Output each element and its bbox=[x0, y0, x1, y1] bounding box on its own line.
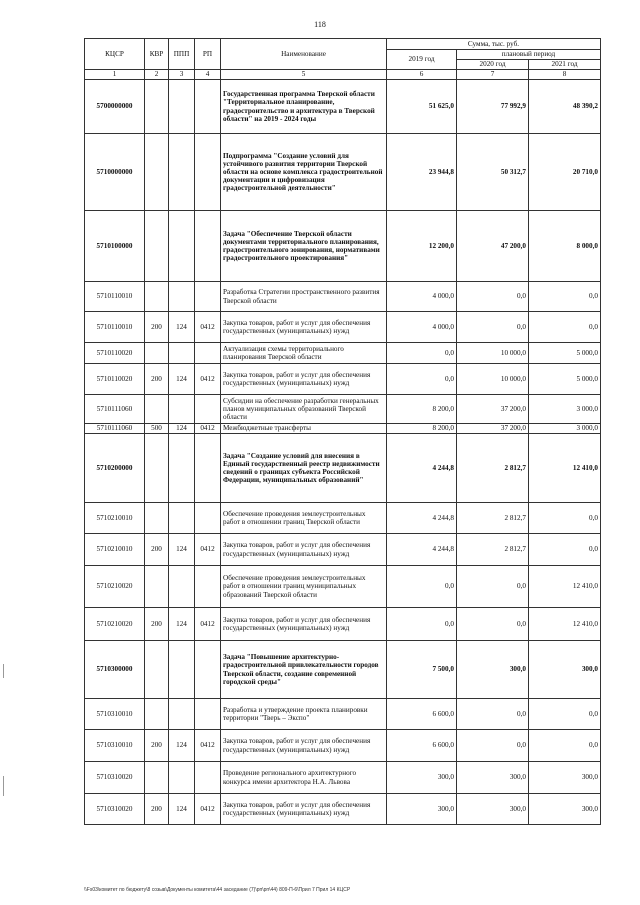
kcsr-cell: 5710111060 bbox=[85, 424, 145, 434]
rp-cell bbox=[195, 503, 221, 534]
kvr-cell: 200 bbox=[145, 730, 169, 762]
amount-2020-cell: 0,0 bbox=[457, 566, 529, 608]
header-planned-period: плановый период bbox=[457, 50, 601, 60]
ppp-cell bbox=[169, 434, 195, 503]
scan-edge-mark bbox=[3, 776, 4, 796]
kcsr-cell: 5710200000 bbox=[85, 434, 145, 503]
ppp-cell bbox=[169, 762, 195, 794]
amount-2021-cell: 0,0 bbox=[529, 282, 601, 312]
rp-cell bbox=[195, 434, 221, 503]
rp-cell: 0412 bbox=[195, 534, 221, 566]
ppp-cell: 124 bbox=[169, 730, 195, 762]
table-row bbox=[85, 641, 601, 699]
kcsr-cell: 5710100000 bbox=[85, 211, 145, 282]
amount-2020-cell: 300,0 bbox=[457, 794, 529, 825]
budget-table bbox=[84, 38, 601, 825]
amount-2021-cell: 12 410,0 bbox=[529, 608, 601, 641]
amount-2021-cell: 0,0 bbox=[529, 699, 601, 730]
name-cell: Государственная программа Тверской области "Территориальное планирование, градостроительство и архитектура в Тверской области" на 2019 - 2024 годы bbox=[221, 80, 387, 134]
table-row bbox=[85, 534, 601, 566]
name-cell: Закупка товаров, работ и услуг для обеспечения государственных (муниципальных) нужд bbox=[221, 534, 387, 566]
name-cell: Закупка товаров, работ и услуг для обеспечения государственных (муниципальных) нужд bbox=[221, 794, 387, 825]
table-body bbox=[85, 80, 601, 825]
rp-cell bbox=[195, 80, 221, 134]
amount-2019-cell: 12 200,0 bbox=[387, 211, 457, 282]
amount-2020-cell: 10 000,0 bbox=[457, 343, 529, 364]
amount-2020-cell: 0,0 bbox=[457, 730, 529, 762]
kvr-cell bbox=[145, 211, 169, 282]
kvr-cell: 200 bbox=[145, 608, 169, 641]
kcsr-cell: 5710310020 bbox=[85, 794, 145, 825]
amount-2019-cell: 300,0 bbox=[387, 762, 457, 794]
amount-2020-cell: 37 200,0 bbox=[457, 395, 529, 424]
name-cell: Разработка Стратегии пространственного развития Тверской области bbox=[221, 282, 387, 312]
kvr-cell bbox=[145, 503, 169, 534]
table-row bbox=[85, 80, 601, 134]
name-cell: Закупка товаров, работ и услуг для обеспечения государственных (муниципальных) нужд bbox=[221, 608, 387, 641]
scan-edge-mark bbox=[3, 664, 4, 678]
rp-cell: 0412 bbox=[195, 364, 221, 395]
ppp-cell: 124 bbox=[169, 534, 195, 566]
amount-2021-cell: 12 410,0 bbox=[529, 566, 601, 608]
amount-2021-cell: 3 000,0 bbox=[529, 424, 601, 434]
amount-2020-cell: 0,0 bbox=[457, 312, 529, 343]
kvr-cell bbox=[145, 395, 169, 424]
amount-2020-cell: 0,0 bbox=[457, 699, 529, 730]
amount-2021-cell: 300,0 bbox=[529, 794, 601, 825]
rp-cell: 0412 bbox=[195, 312, 221, 343]
kcsr-cell: 5700000000 bbox=[85, 80, 145, 134]
kcsr-cell: 5710111060 bbox=[85, 395, 145, 424]
amount-2021-cell: 5 000,0 bbox=[529, 364, 601, 395]
rp-cell: 0412 bbox=[195, 730, 221, 762]
kvr-cell bbox=[145, 434, 169, 503]
column-number: 3 bbox=[169, 70, 195, 80]
amount-2020-cell: 37 200,0 bbox=[457, 424, 529, 434]
table-row bbox=[85, 794, 601, 825]
amount-2021-cell: 8 000,0 bbox=[529, 211, 601, 282]
rp-cell bbox=[195, 566, 221, 608]
amount-2021-cell: 300,0 bbox=[529, 762, 601, 794]
amount-2019-cell: 0,0 bbox=[387, 343, 457, 364]
amount-2019-cell: 6 600,0 bbox=[387, 730, 457, 762]
header-2020: 2020 год bbox=[457, 60, 529, 70]
table-row bbox=[85, 395, 601, 424]
rp-cell bbox=[195, 762, 221, 794]
rp-cell bbox=[195, 343, 221, 364]
kvr-cell: 200 bbox=[145, 312, 169, 343]
amount-2020-cell: 2 812,7 bbox=[457, 503, 529, 534]
ppp-cell bbox=[169, 395, 195, 424]
kcsr-cell: 5710210020 bbox=[85, 608, 145, 641]
table-row bbox=[85, 699, 601, 730]
amount-2021-cell: 5 000,0 bbox=[529, 343, 601, 364]
ppp-cell: 124 bbox=[169, 608, 195, 641]
table-row bbox=[85, 282, 601, 312]
table-row bbox=[85, 730, 601, 762]
table-row bbox=[85, 364, 601, 395]
ppp-cell bbox=[169, 699, 195, 730]
amount-2020-cell: 77 992,9 bbox=[457, 80, 529, 134]
name-cell: Закупка товаров, работ и услуг для обеспечения государственных (муниципальных) нужд bbox=[221, 730, 387, 762]
column-number: 1 bbox=[85, 70, 145, 80]
ppp-cell: 124 bbox=[169, 364, 195, 395]
amount-2021-cell: 0,0 bbox=[529, 312, 601, 343]
amount-2020-cell: 0,0 bbox=[457, 608, 529, 641]
amount-2019-cell: 6 600,0 bbox=[387, 699, 457, 730]
ppp-cell bbox=[169, 641, 195, 699]
table-row bbox=[85, 134, 601, 211]
kvr-cell bbox=[145, 80, 169, 134]
column-number: 6 bbox=[387, 70, 457, 80]
amount-2020-cell: 2 812,7 bbox=[457, 434, 529, 503]
amount-2021-cell: 0,0 bbox=[529, 503, 601, 534]
kvr-cell: 200 bbox=[145, 794, 169, 825]
kvr-cell: 200 bbox=[145, 534, 169, 566]
header-kcsr: КЦСР bbox=[85, 39, 145, 70]
amount-2021-cell: 3 000,0 bbox=[529, 395, 601, 424]
amount-2021-cell: 0,0 bbox=[529, 730, 601, 762]
amount-2019-cell: 0,0 bbox=[387, 566, 457, 608]
name-cell: Закупка товаров, работ и услуг для обеспечения государственных (муниципальных) нужд bbox=[221, 312, 387, 343]
amount-2020-cell: 300,0 bbox=[457, 762, 529, 794]
amount-2020-cell: 50 312,7 bbox=[457, 134, 529, 211]
name-cell: Актуализация схемы территориального планирования Тверской области bbox=[221, 343, 387, 364]
name-cell: Задача "Создание условий для внесения в Единый государственный реестр недвижимости сведений о границах субъекта Российской Федерации, муниципальных образований" bbox=[221, 434, 387, 503]
amount-2020-cell: 47 200,0 bbox=[457, 211, 529, 282]
kcsr-cell: 5710310020 bbox=[85, 762, 145, 794]
amount-2019-cell: 7 500,0 bbox=[387, 641, 457, 699]
name-cell: Обеспечение проведения землеустроительных работ в отношении границ Тверской области bbox=[221, 503, 387, 534]
amount-2020-cell: 0,0 bbox=[457, 282, 529, 312]
table-row bbox=[85, 503, 601, 534]
kcsr-cell: 5710110020 bbox=[85, 343, 145, 364]
amount-2019-cell: 300,0 bbox=[387, 794, 457, 825]
amount-2021-cell: 12 410,0 bbox=[529, 434, 601, 503]
header-ppp: ППП bbox=[169, 39, 195, 70]
amount-2019-cell: 8 200,0 bbox=[387, 395, 457, 424]
ppp-cell: 124 bbox=[169, 424, 195, 434]
amount-2019-cell: 23 944,8 bbox=[387, 134, 457, 211]
amount-2020-cell: 2 812,7 bbox=[457, 534, 529, 566]
amount-2019-cell: 4 244,8 bbox=[387, 503, 457, 534]
table-row bbox=[85, 424, 601, 434]
kcsr-cell: 5710310010 bbox=[85, 699, 145, 730]
header-rp: РП bbox=[195, 39, 221, 70]
table-row bbox=[85, 434, 601, 503]
kcsr-cell: 5710210010 bbox=[85, 534, 145, 566]
table-row bbox=[85, 762, 601, 794]
rp-cell bbox=[195, 641, 221, 699]
kvr-cell: 200 bbox=[145, 364, 169, 395]
rp-cell bbox=[195, 134, 221, 211]
kvr-cell bbox=[145, 134, 169, 211]
kcsr-cell: 5710210020 bbox=[85, 566, 145, 608]
kcsr-cell: 5710110010 bbox=[85, 282, 145, 312]
name-cell: Задача "Обеспечение Тверской области документами территориального планирования, градостроительного зонирования, нормативами градостроительного проектирования" bbox=[221, 211, 387, 282]
amount-2019-cell: 4 000,0 bbox=[387, 282, 457, 312]
name-cell: Разработка и утверждение проекта планировки территории "Тверь – Экспо" bbox=[221, 699, 387, 730]
amount-2021-cell: 300,0 bbox=[529, 641, 601, 699]
table-row bbox=[85, 343, 601, 364]
amount-2019-cell: 0,0 bbox=[387, 608, 457, 641]
column-number: 7 bbox=[457, 70, 529, 80]
column-number: 5 bbox=[221, 70, 387, 80]
name-cell: Обеспечение проведения землеустроительных работ в отношении границ муниципальных образований Тверской области bbox=[221, 566, 387, 608]
amount-2020-cell: 10 000,0 bbox=[457, 364, 529, 395]
amount-2019-cell: 8 200,0 bbox=[387, 424, 457, 434]
kvr-cell bbox=[145, 282, 169, 312]
column-number-row bbox=[85, 70, 601, 80]
kcsr-cell: 5710000000 bbox=[85, 134, 145, 211]
kcsr-cell: 5710300000 bbox=[85, 641, 145, 699]
rp-cell: 0412 bbox=[195, 608, 221, 641]
amount-2019-cell: 0,0 bbox=[387, 364, 457, 395]
amount-2021-cell: 0,0 bbox=[529, 534, 601, 566]
rp-cell bbox=[195, 211, 221, 282]
kvr-cell bbox=[145, 566, 169, 608]
name-cell: Проведение регионального архитектурного конкурса имени архитектора Н.А. Львова bbox=[221, 762, 387, 794]
amount-2019-cell: 4 244,8 bbox=[387, 434, 457, 503]
header-2021: 2021 год bbox=[529, 60, 601, 70]
kvr-cell bbox=[145, 699, 169, 730]
kcsr-cell: 5710110020 bbox=[85, 364, 145, 395]
rp-cell bbox=[195, 282, 221, 312]
page-number: 118 bbox=[314, 20, 326, 29]
column-number: 8 bbox=[529, 70, 601, 80]
name-cell: Подпрограмма "Создание условий для устойчивого развития территории Тверской области на основе комплекса градостроительной документации и цифровизация градостроительной деятельности" bbox=[221, 134, 387, 211]
column-number: 4 bbox=[195, 70, 221, 80]
amount-2019-cell: 4 244,8 bbox=[387, 534, 457, 566]
ppp-cell bbox=[169, 503, 195, 534]
column-number: 2 bbox=[145, 70, 169, 80]
amount-2019-cell: 51 625,0 bbox=[387, 80, 457, 134]
ppp-cell bbox=[169, 343, 195, 364]
ppp-cell bbox=[169, 211, 195, 282]
header-kvr: КВР bbox=[145, 39, 169, 70]
rp-cell: 0412 bbox=[195, 424, 221, 434]
name-cell: Закупка товаров, работ и услуг для обеспечения государственных (муниципальных) нужд bbox=[221, 364, 387, 395]
ppp-cell bbox=[169, 566, 195, 608]
kvr-cell: 500 bbox=[145, 424, 169, 434]
kvr-cell bbox=[145, 641, 169, 699]
ppp-cell bbox=[169, 134, 195, 211]
table-row bbox=[85, 312, 601, 343]
kvr-cell bbox=[145, 343, 169, 364]
table-row bbox=[85, 608, 601, 641]
amount-2021-cell: 20 710,0 bbox=[529, 134, 601, 211]
header-name: Наименование bbox=[221, 39, 387, 70]
amount-2020-cell: 300,0 bbox=[457, 641, 529, 699]
kvr-cell bbox=[145, 762, 169, 794]
kcsr-cell: 5710110010 bbox=[85, 312, 145, 343]
name-cell: Субсидии на обеспечение разработки генеральных планов муниципальных образований Тверской области bbox=[221, 395, 387, 424]
amount-2019-cell: 4 000,0 bbox=[387, 312, 457, 343]
table-row bbox=[85, 211, 601, 282]
rp-cell bbox=[195, 395, 221, 424]
kcsr-cell: 5710310010 bbox=[85, 730, 145, 762]
table-row bbox=[85, 566, 601, 608]
amount-2021-cell: 48 390,2 bbox=[529, 80, 601, 134]
name-cell: Задача "Повышение архитектурно-градостроительной привлекательности городов Тверской области, создание современной городской среды" bbox=[221, 641, 387, 699]
rp-cell bbox=[195, 699, 221, 730]
ppp-cell bbox=[169, 282, 195, 312]
header-2019: 2019 год bbox=[387, 50, 457, 70]
ppp-cell bbox=[169, 80, 195, 134]
footer-file-path: \\Fs03\комитет по бюджету\8 созыв\Документы комитета\44 заседание (7)\рп\рп\44) 809-П-6\Прил 7 Прил 14 КЦСР bbox=[84, 887, 351, 893]
header-sum: Сумма, тыс. руб. bbox=[387, 39, 601, 50]
name-cell: Межбюджетные трансферты bbox=[221, 424, 387, 434]
ppp-cell: 124 bbox=[169, 794, 195, 825]
kcsr-cell: 5710210010 bbox=[85, 503, 145, 534]
ppp-cell: 124 bbox=[169, 312, 195, 343]
rp-cell: 0412 bbox=[195, 794, 221, 825]
